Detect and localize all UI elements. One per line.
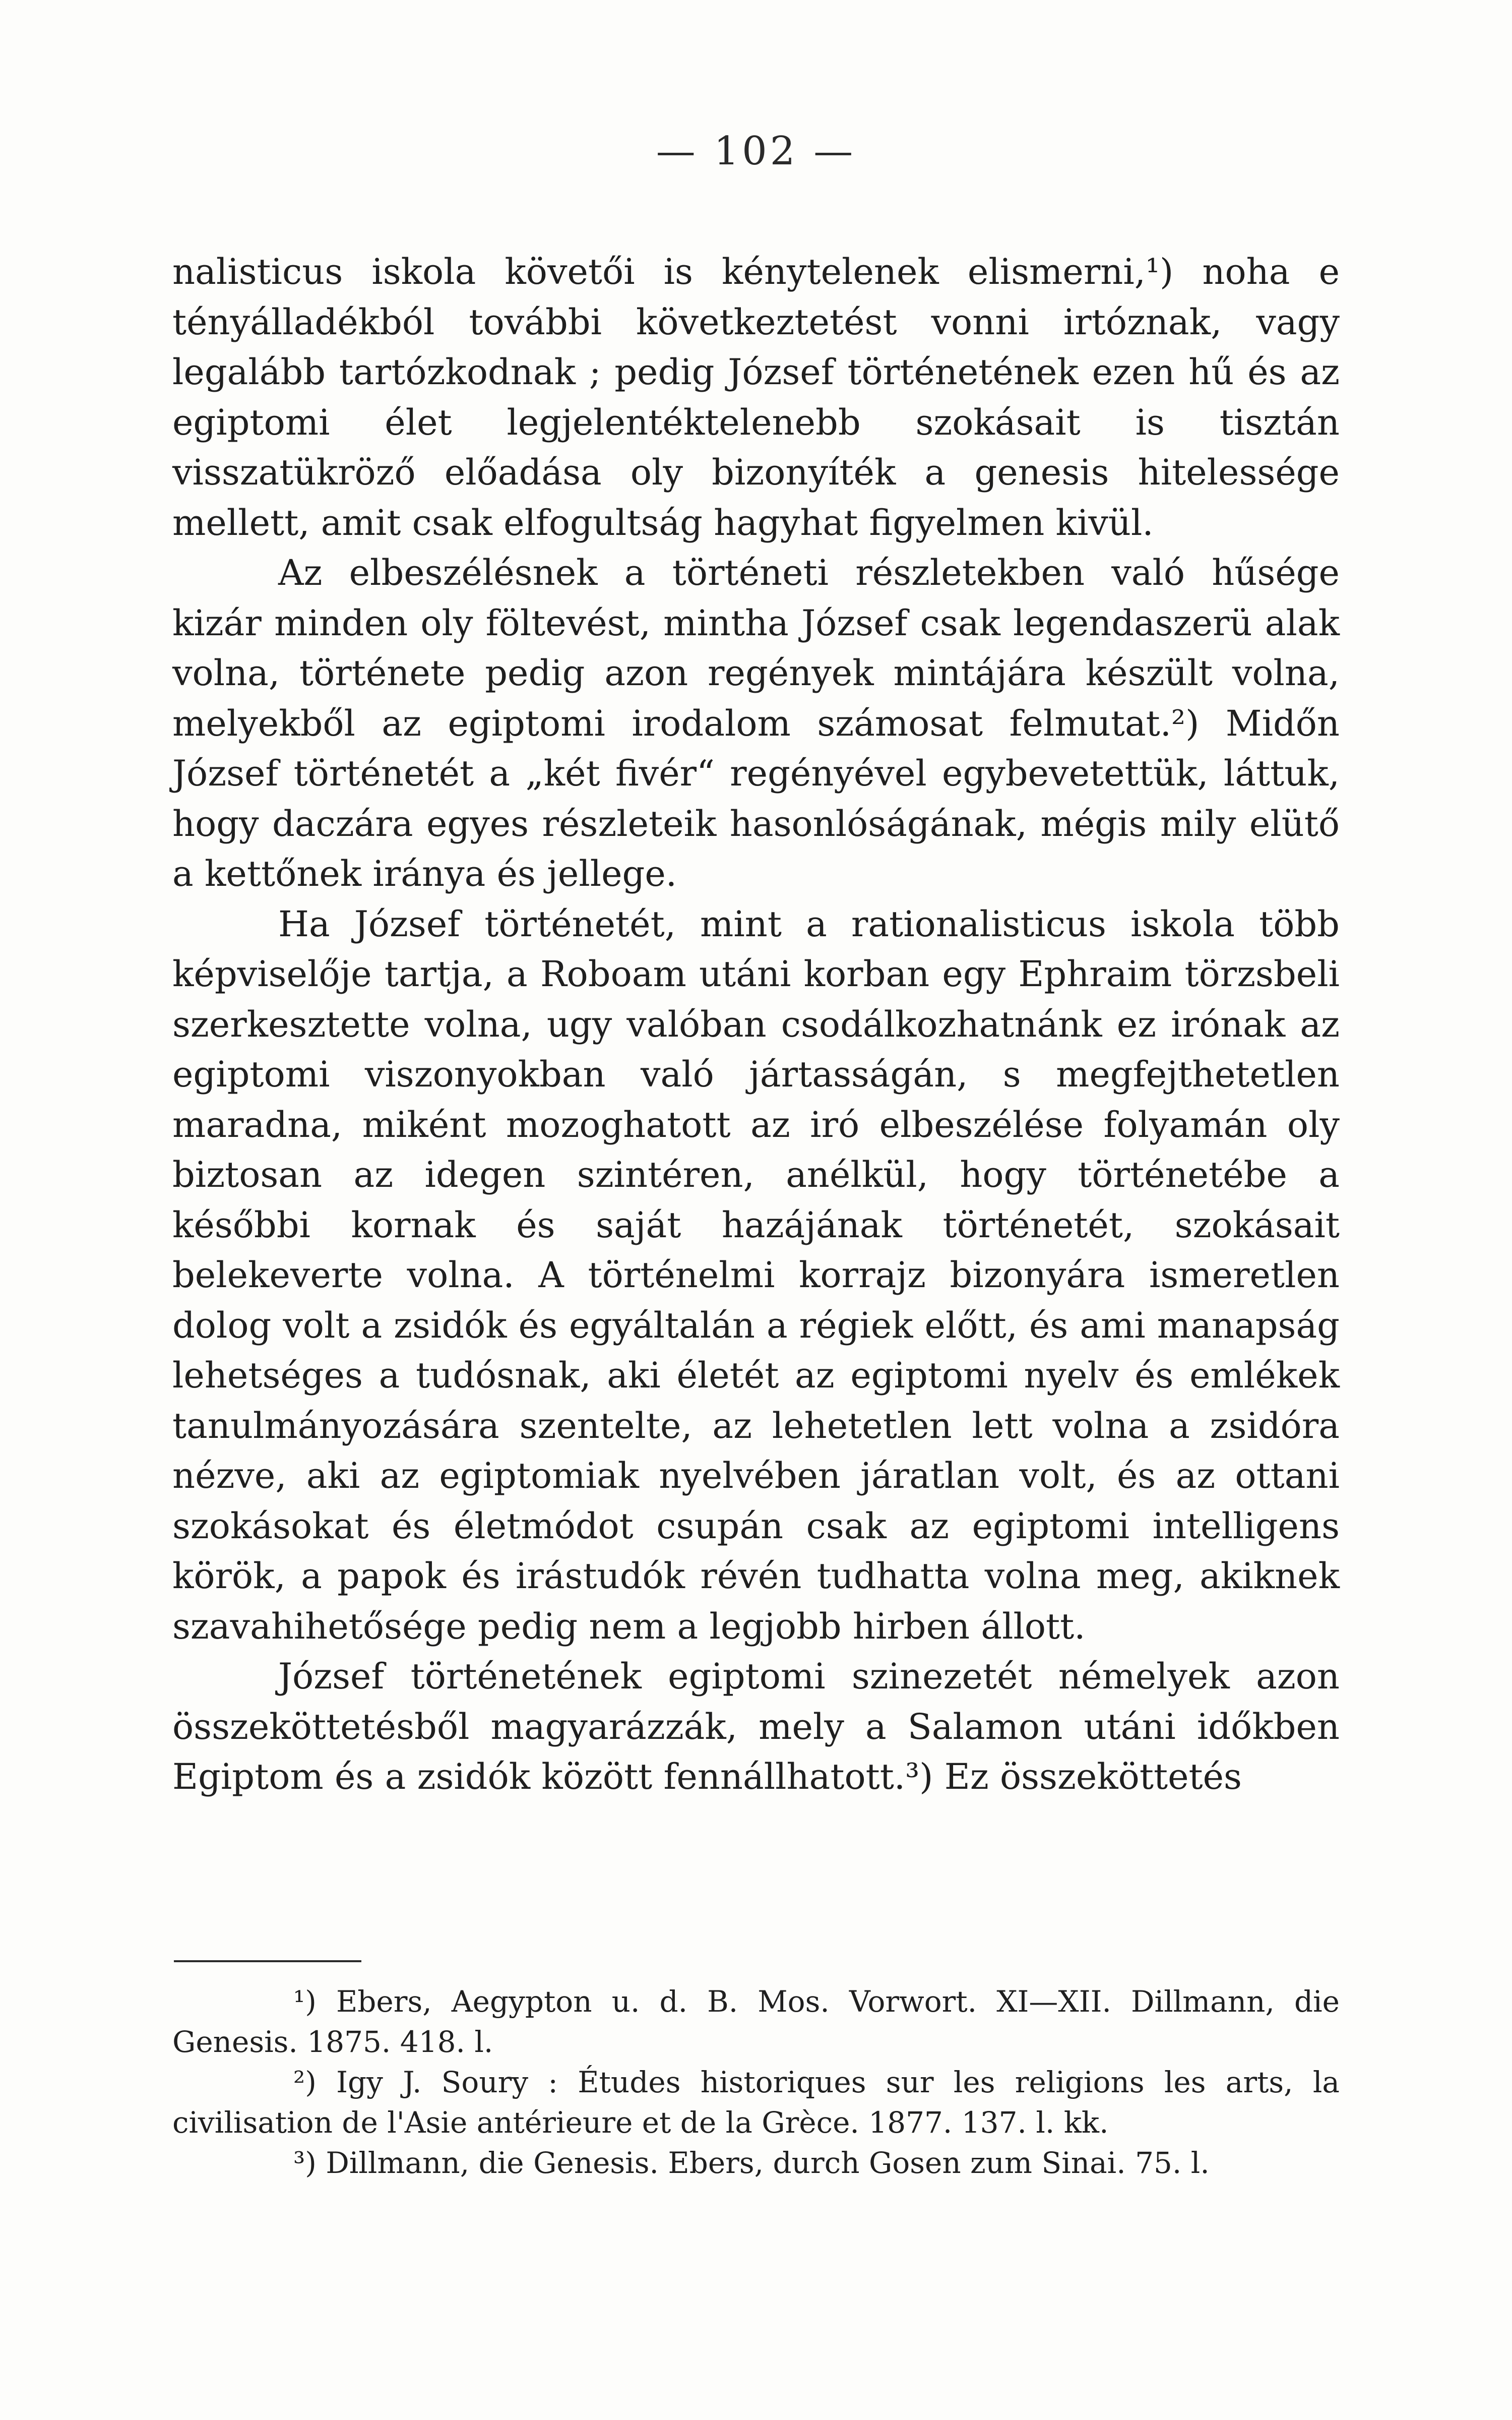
paragraph-1: nalisticus iskola követői is kénytelenek elismerni,¹) noha e tényálladékból további következtetést vonni irtóznak, vagy legalább tartózkodnak ; pedig József történetének ezen hű és az egiptomi élet legjelentéktelenebb szokásait is tisztán visszatükröző előadása oly bizonyíték a genesis hitelessége mellett, amit csak elfogultság hagyhat figyelmen kivül. — [172, 251, 1340, 543]
paragraph-3: Ha József történetét, mint a rationalisticus iskola több képviselője tartja, a Roboam utáni korban egy Ephraim törzsbeli szerkesztette volna, ugy valóban csodálkozhatnánk ez irónak az egiptomi viszonyokban való jártasságán, s megfejthetetlen maradna, miként mozoghatott az iró elbeszélése folyamán oly biztosan az idegen szintéren, anélkül, hogy történetébe a későbbi kornak és saját hazájának történetét, szokásait belekeverte volna. A történelmi korrajz bizonyára ismeretlen dolog volt a zsidók és egyáltalán a régiek előtt, és ami manapság lehetséges a tudósnak, aki életét az egiptomi nyelv és emlékek tanulmányozására szentelte, az lehetetlen lett volna a zsidóra nézve, aki az egiptomiak nyelvében járatlan volt, és az ottani szokásokat és életmódot csupán csak az egiptomi intelligens körök, a papok és irástudók révén tudhatta volna meg, akiknek szavahihetősége pedig nem a legjobb hirben állott. — [172, 903, 1340, 1647]
paragraph-2: Az elbeszélésnek a történeti részletekben való hűsége kizár minden oly föltevést, mintha József csak legendaszerü alak volna, története pedig azon regények mintájára készült volna, melyekből az egiptomi irodalom számosat felmutat.²) Midőn József történetét a „két fivér“ regényével egybevetettük, láttuk, hogy daczára egyes részleteik hasonlóságának, mégis mily elütő a kettőnek iránya és jellege. — [172, 552, 1340, 894]
footnote-divider — [174, 1960, 361, 1962]
footnotes — [172, 1981, 1340, 2183]
main-text — [172, 247, 1340, 1802]
paragraph-4: József történetének egiptomi szinezetét némelyek azon összeköttetésből magyarázzák, mely a Salamon utáni időkben Egiptom és a zsidók között fennállhatott.³) Ez összeköttetés — [172, 1656, 1340, 1797]
footnote-1: ¹) Ebers, Aegypton u. d. B. Mos. Vorwort. XI—XII. Dillmann, die Genesis. 1875. 418. l. — [172, 1984, 1340, 2059]
page-number-header: — 102 — — [656, 129, 856, 174]
footnote-2: ²) Igy J. Soury : Études historiques sur les religions les arts, la civilisation de l'Asie antérieure et de la Grèce. 1877. 137. l. kk. — [172, 2065, 1340, 2140]
footnote-3: ³) Dillmann, die Genesis. Ebers, durch Gosen zum Sinai. 75. l. — [293, 2146, 1210, 2180]
